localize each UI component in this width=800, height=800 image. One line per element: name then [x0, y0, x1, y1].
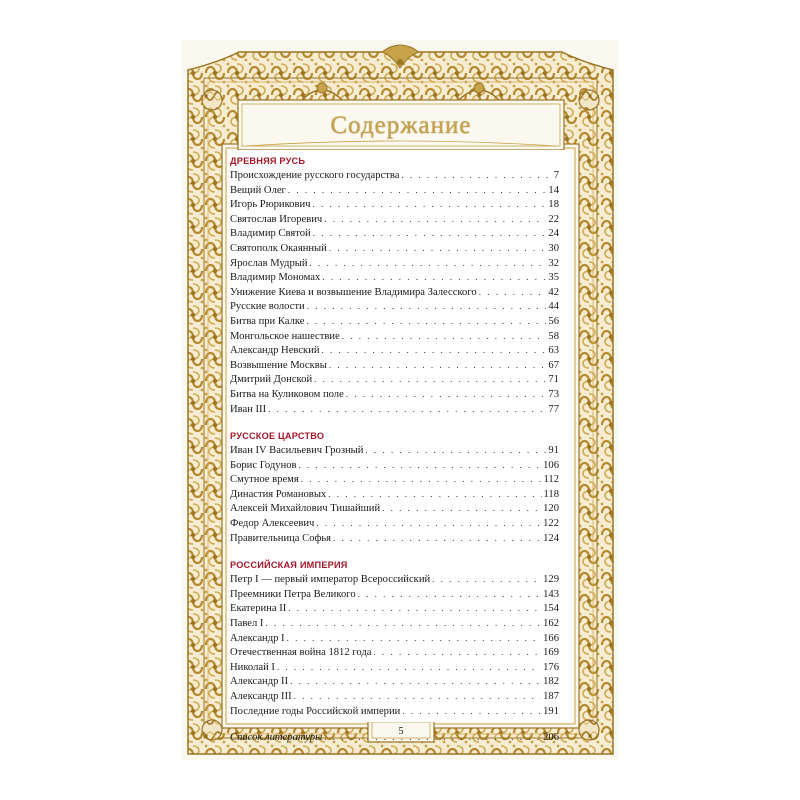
- toc-entry-label: Борис Годунов: [230, 459, 297, 471]
- dot-leader: [301, 472, 542, 487]
- dot-leader: [324, 730, 541, 745]
- dot-leader: [401, 168, 551, 183]
- dot-leader: [314, 372, 546, 387]
- toc-entry-label: Александр I: [230, 632, 285, 644]
- toc-entry-page: 182: [543, 676, 559, 688]
- toc-entry-page: 120: [543, 503, 559, 515]
- dot-leader: [313, 226, 547, 241]
- dot-leader: [346, 387, 547, 402]
- dot-leader: [287, 631, 542, 646]
- toc-entry-page: 154: [543, 603, 559, 615]
- toc-entry-page: 129: [543, 574, 559, 586]
- toc-entry-label: Список литературы: [230, 732, 323, 744]
- toc-entry[interactable]: [230, 372, 559, 387]
- toc-entry-page: 166: [543, 632, 559, 644]
- toc-entry-label: Унижение Киева и возвышение Владимира Залесского: [230, 286, 477, 298]
- table-of-contents: [230, 153, 559, 745]
- toc-entry-label: Александр III: [230, 691, 292, 702]
- dot-leader: [277, 660, 541, 675]
- toc-entry[interactable]: [230, 689, 559, 704]
- page-title: Содержание: [330, 112, 472, 139]
- dot-leader: [306, 314, 546, 329]
- toc-entry[interactable]: [230, 402, 559, 417]
- toc-entry-page: 14: [548, 184, 559, 196]
- dot-leader: [324, 212, 546, 227]
- toc-entry[interactable]: [230, 487, 559, 502]
- toc-entry-page: 169: [543, 647, 559, 659]
- dot-leader: [299, 458, 542, 473]
- toc-entry-label: Иван III: [230, 403, 267, 415]
- toc-entry-page: 187: [543, 691, 559, 702]
- toc-entry-page: 24: [548, 228, 559, 240]
- toc-entry[interactable]: [230, 631, 559, 646]
- toc-entry-label: Династия Романовых: [230, 488, 327, 500]
- toc-entry-page: 44: [548, 301, 559, 313]
- toc-entry[interactable]: [230, 531, 559, 546]
- dot-leader: [316, 516, 541, 531]
- dot-leader: [328, 487, 541, 502]
- dot-leader: [382, 501, 541, 516]
- toc-entry-page: 106: [543, 459, 559, 471]
- toc-entry-label: Ярослав Мудрый: [230, 257, 308, 269]
- toc-entry-page: 122: [543, 518, 559, 530]
- dot-leader: [307, 299, 547, 314]
- toc-entry[interactable]: [230, 329, 559, 344]
- dot-leader: [290, 674, 541, 689]
- toc-entry-label: Петр I — первый император Всероссийский: [230, 574, 431, 586]
- toc-entry-page: 73: [548, 388, 559, 400]
- toc-entry-page: 124: [543, 532, 559, 544]
- toc-entry-page: 112: [543, 474, 559, 486]
- toc-entry[interactable]: [230, 472, 559, 487]
- toc-entry-label: Иван IV Васильевич Грозный: [230, 445, 364, 457]
- toc-entry-label: Владимир Святой: [230, 228, 311, 240]
- toc-entry-page: 56: [548, 315, 559, 327]
- toc-entry[interactable]: [230, 443, 559, 458]
- toc-entry-label: Монгольское нашествие: [230, 330, 340, 342]
- toc-entry-page: 7: [553, 170, 559, 181]
- toc-entry-page: 42: [548, 286, 559, 298]
- dot-leader: [402, 704, 541, 719]
- toc-entry[interactable]: [230, 601, 559, 616]
- toc-entry-label: Смутное время: [230, 474, 299, 486]
- toc-entry-label: Павел I: [230, 618, 264, 630]
- dot-leader: [288, 183, 547, 198]
- dot-leader: [310, 256, 547, 271]
- toc-entry[interactable]: [230, 660, 559, 675]
- toc-entry[interactable]: [230, 358, 559, 373]
- toc-entry-page: 71: [548, 374, 559, 386]
- toc-entry-label: Вещий Олег: [230, 184, 286, 196]
- toc-entry[interactable]: [230, 387, 559, 402]
- toc-entry-page: 91: [548, 445, 559, 457]
- toc-entry-label: Дмитрий Донской: [230, 374, 313, 386]
- toc-entry[interactable]: [230, 183, 559, 198]
- toc-entry[interactable]: [230, 212, 559, 227]
- dot-leader: [333, 531, 541, 546]
- toc-entry-label: Преемники Петра Великого: [230, 588, 356, 600]
- toc-entry-label: Николай I: [230, 661, 275, 673]
- page-number: 5: [398, 726, 404, 737]
- toc-entry[interactable]: [230, 241, 559, 256]
- toc-entry[interactable]: [230, 501, 559, 516]
- dot-leader: [268, 402, 546, 417]
- toc-entry-page: 63: [548, 345, 559, 357]
- toc-entry-label: Игорь Рюрикович: [230, 199, 311, 211]
- toc-entry-label: Алексей Михайлович Тишайший: [230, 503, 381, 515]
- dot-leader: [288, 601, 541, 616]
- dot-leader: [342, 329, 547, 344]
- dot-leader: [322, 343, 547, 358]
- toc-entry[interactable]: [230, 299, 559, 314]
- toc-entry[interactable]: [230, 704, 559, 719]
- toc-entry-label: Происхождение русского государства: [230, 170, 400, 181]
- toc-entry-label: Святослав Игоревич: [230, 213, 323, 225]
- dot-leader: [432, 572, 541, 587]
- toc-entry-label: Битва на Куликовом поле: [230, 388, 344, 400]
- toc-entry-label: Александр II: [230, 676, 289, 688]
- toc-entry[interactable]: [230, 285, 559, 300]
- toc-entry-label: Екатерина II: [230, 603, 287, 615]
- dot-leader: [329, 241, 547, 256]
- toc-entry[interactable]: [230, 572, 559, 587]
- dot-leader: [265, 616, 541, 631]
- toc-entry-label: Битва при Калке: [230, 315, 305, 327]
- toc-entry[interactable]: [230, 587, 559, 602]
- toc-entry-page: 67: [548, 359, 559, 371]
- toc-entry[interactable]: [230, 458, 559, 473]
- toc-entry-page: 35: [548, 272, 559, 284]
- toc-entry-label: Последние годы Российской империи: [230, 705, 401, 717]
- toc-entry-label: Александр Невский: [230, 345, 320, 357]
- toc-entry[interactable]: [230, 314, 559, 329]
- section-heading: ДРЕВНЯЯ РУСЬ: [230, 156, 306, 166]
- toc-entry-page: 18: [548, 199, 559, 211]
- toc-entry[interactable]: [230, 645, 559, 660]
- toc-entry-page: 30: [548, 242, 559, 254]
- toc-entry[interactable]: [230, 226, 559, 241]
- toc-entry-page: 32: [548, 257, 559, 269]
- title-band: [242, 104, 560, 148]
- toc-entry-label: Возвышение Москвы: [230, 359, 327, 371]
- book-page: [182, 40, 619, 760]
- toc-entry-label: Святополк Окаянный: [230, 242, 327, 254]
- toc-entry[interactable]: [230, 516, 559, 531]
- toc-entry-page: 162: [543, 618, 559, 630]
- dot-leader: [365, 443, 546, 458]
- section-heading: РОССИЙСКАЯ ИМПЕРИЯ: [230, 560, 348, 571]
- toc-entry[interactable]: [230, 616, 559, 631]
- dot-leader: [479, 285, 547, 300]
- dot-leader: [373, 645, 541, 660]
- toc-entry-page: 143: [543, 588, 559, 600]
- dot-leader: [358, 587, 541, 602]
- toc-entry[interactable]: [230, 168, 559, 183]
- toc-entry-page: 22: [548, 213, 559, 225]
- toc-entry[interactable]: [230, 256, 559, 271]
- dot-leader: [294, 689, 541, 704]
- toc-entry-label: Отечественная война 1812 года: [230, 647, 372, 659]
- toc-entry[interactable]: [230, 343, 559, 358]
- toc-entry-page: 206: [543, 732, 559, 744]
- toc-entry[interactable]: [230, 197, 559, 212]
- dot-leader: [329, 358, 547, 373]
- toc-entry-page: 176: [543, 661, 559, 673]
- toc-entry[interactable]: [230, 674, 559, 689]
- toc-entry-page: 77: [548, 403, 559, 415]
- toc-entry-page: 191: [543, 705, 559, 717]
- toc-entry-label: Владимир Мономах: [230, 272, 321, 284]
- toc-entry-label: Русские волости: [230, 301, 305, 313]
- toc-entry[interactable]: [230, 270, 559, 285]
- toc-entry-label: Правительница Софья: [230, 532, 332, 544]
- toc-content: [228, 150, 573, 744]
- section-heading: РУССКОЕ ЦАРСТВО: [230, 431, 325, 442]
- toc-entry-page: 58: [548, 330, 559, 342]
- dot-leader: [322, 270, 546, 285]
- toc-entry-page: 118: [543, 488, 559, 500]
- dot-leader: [312, 197, 546, 212]
- toc-entry-label: Федор Алексеевич: [230, 518, 315, 530]
